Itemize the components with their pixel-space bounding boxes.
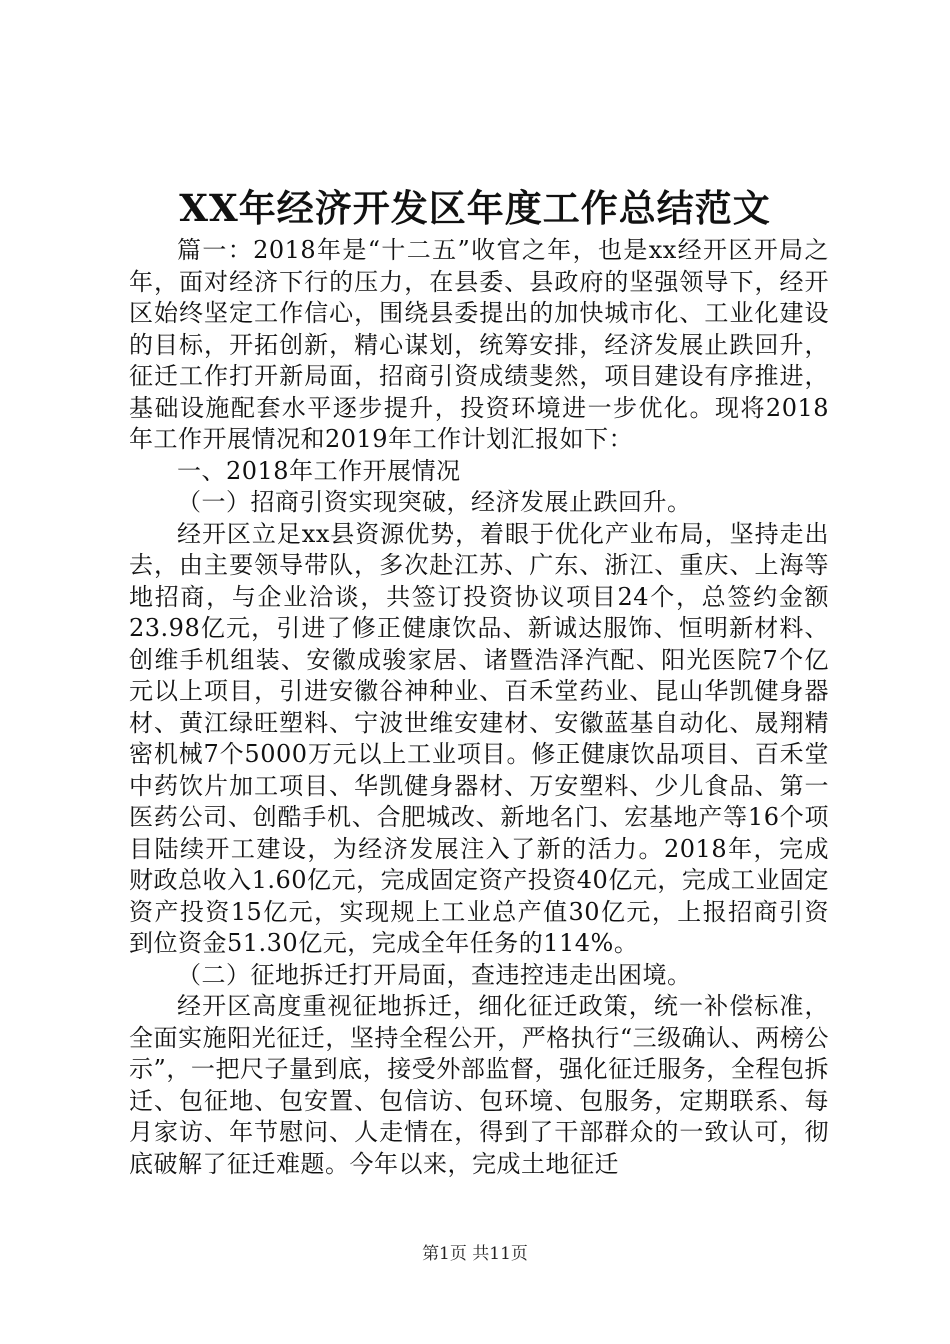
- document-body: [129, 235, 829, 1180]
- paragraph-demolition: 经开区高度重视征地拆迁，细化征迁政策，统一补偿标准，全面实施阳光征迁，坚持全程公开，严格执行“三级确认、两榜公示”，一把尺子量到底，接受外部监督，强化征迁服务，全程包拆迁、包征地、包安置、包信访、包环境、包服务，定期联系、每月家访、年节慰问、人走情在，得到了干部群众的一致认可，彻底破解了征迁难题。今年以来，完成土地征迁: [129, 992, 829, 1178]
- paragraph-investment: 经开区立足xx县资源优势，着眼于优化产业布局，坚持走出去，由主要领导带队，多次赴江苏、广东、浙江、重庆、上海等地招商，与企业洽谈，共签订投资协议项目24个，总签约金额23.98亿元，引进了修正健康饮品、新诚达服饰、恒明新材料、创维手机组装、安徽成骏家居、诸暨浩泽汽配、阳光医院7个亿元以上项目，引进安徽谷神种业、百禾堂药业、昆山华凯健身器材、黄江绿旺塑料、宁波世维安建材、安徽蓝基自动化、晟翔精密机械7个5000万元以上工业项目。修正健康饮品项目、百禾堂中药饮片加工项目、华凯健身器材、万安塑料、少儿食品、第一医药公司、创酷手机、合肥城改、新地名门、宏基地产等16个项目陆续开工建设，为经济发展注入了新的活力。2018年，完成财政总收入1.60亿元，完成固定资产投资40亿元，完成工业固定资产投资15亿元，实现规上工业总产值30亿元，上报招商引资到位资金51.30亿元，完成全年任务的114%。: [129, 519, 829, 957]
- page-number: 第1页: [422, 1244, 467, 1264]
- subsection-heading-2: （二）征地拆迁打开局面，查违控违走出困境。: [177, 960, 692, 989]
- section-heading: 一、2018年工作开展情况: [177, 456, 461, 485]
- page-total: 共11页: [472, 1244, 528, 1264]
- document-title: XX年经济开发区年度工作总结范文: [179, 186, 771, 230]
- page-footer: [0, 1242, 950, 1266]
- subsection-heading-1: （一）招商引资实现突破，经济发展止跌回升。: [177, 488, 692, 516]
- paragraph-intro: 篇一：2018年是“十二五”收官之年，也是xx经开区开局之年，面对经济下行的压力，在县委、县政府的坚强领导下，经开区始终坚定工作信心，围绕县委提出的加快城市化、工业化建设的目标，开拓创新，精心谋划，统筹安排，经济发展止跌回升，征迁工作打开新局面，招商引资成绩斐然，项目建设有序推进，基础设施配套水平逐步提升，投资环境进一步优化。现将2018年工作开展情况和2019年工作计划汇报如下：: [129, 236, 829, 453]
